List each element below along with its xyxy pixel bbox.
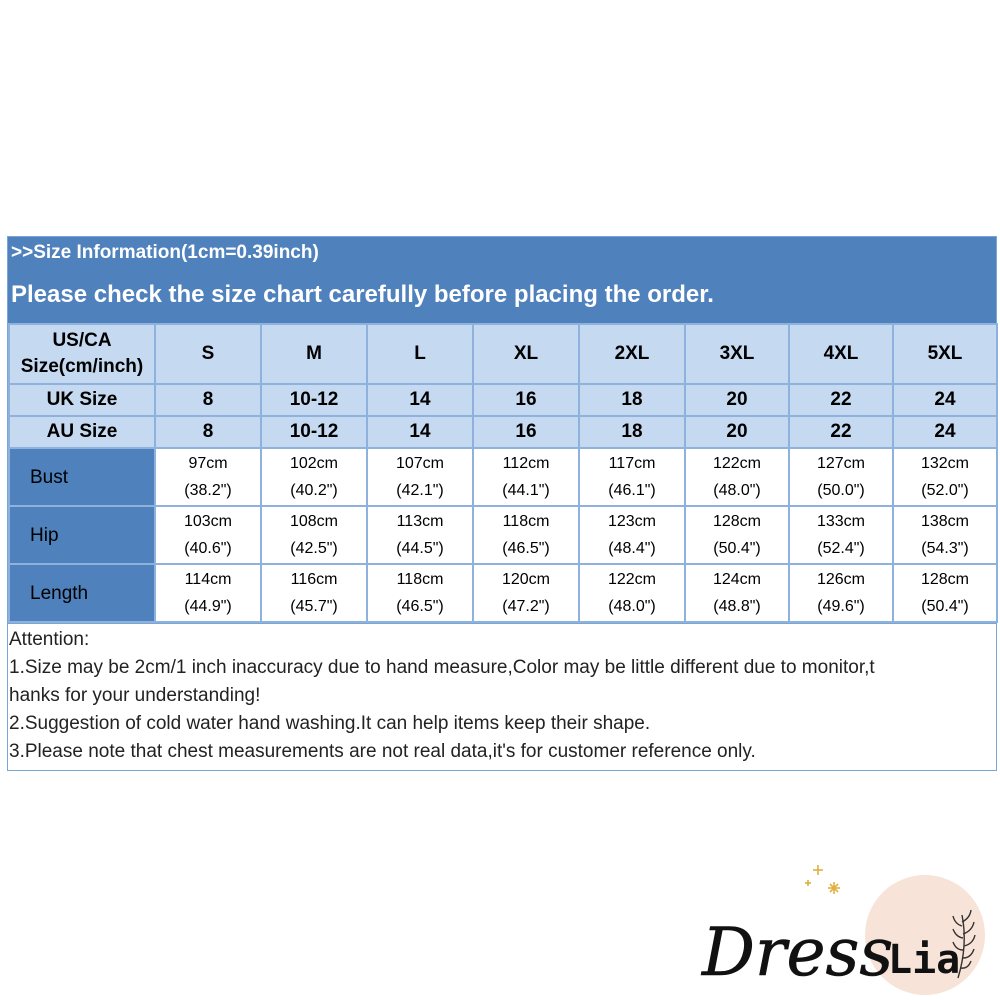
- measurement-inch: (44.9"): [184, 598, 232, 615]
- uk-size-cell: 8: [155, 384, 261, 416]
- measurement-cell: [473, 506, 579, 564]
- us-size-label-line: Size(cm/inch): [20, 356, 144, 377]
- size-info-notice: Please check the size chart carefully before placing the order.: [11, 281, 714, 308]
- measurement-inch: (38.2"): [184, 482, 232, 499]
- measurement-cm: 128cm: [712, 513, 762, 530]
- us-size-label: [9, 324, 155, 384]
- measurement-cell: [473, 564, 579, 622]
- measurement-cm: 132cm: [920, 455, 970, 472]
- measurement-cm: 124cm: [712, 571, 762, 588]
- measurement-inch: (46.1"): [608, 482, 656, 499]
- measurement-label: Length: [9, 564, 155, 622]
- measurement-cm: 118cm: [396, 571, 444, 588]
- measurement-cell: [789, 564, 893, 622]
- measurement-cell: [261, 506, 367, 564]
- attention-title: Attention:: [9, 629, 90, 650]
- measurement-inch: (48.0"): [713, 482, 761, 499]
- measurement-cell: [367, 506, 473, 564]
- uk-size-cell: 24: [893, 384, 997, 416]
- measurement-inch: (45.7"): [290, 598, 338, 615]
- measurement-inch: (46.5"): [502, 540, 550, 557]
- measurement-cell: [789, 506, 893, 564]
- dresslia-logo: [700, 860, 1000, 1000]
- measurement-inch: (42.5"): [290, 540, 338, 557]
- size-table: [8, 323, 998, 623]
- measurement-inch: (42.1"): [396, 482, 444, 499]
- measurement-cell: [367, 448, 473, 506]
- measurement-inch: (52.4"): [817, 540, 865, 557]
- logo-script-text: Dress: [702, 914, 894, 991]
- measurement-inch: (44.5"): [396, 540, 444, 557]
- size-info-title: >>Size Information(1cm=0.39inch): [11, 242, 319, 263]
- measurement-inch: (46.5"): [396, 598, 444, 615]
- measurement-cm: 127cm: [816, 455, 866, 472]
- measurement-inch: (40.6"): [184, 540, 232, 557]
- measurement-cell: [685, 564, 789, 622]
- au-size-cell: 24: [893, 416, 997, 448]
- measurement-row: [9, 448, 997, 506]
- measurement-inch: (48.8"): [713, 598, 761, 615]
- measurement-inch: (52.0"): [921, 482, 969, 499]
- measurement-cm: 122cm: [712, 455, 762, 472]
- uk-size-cell: 14: [367, 384, 473, 416]
- au-size-cell: 14: [367, 416, 473, 448]
- measurement-label: Bust: [9, 448, 155, 506]
- measurement-cell: [685, 506, 789, 564]
- au-size-cell: 16: [473, 416, 579, 448]
- measurement-cm: 122cm: [607, 571, 657, 588]
- size-header-cell: 5XL: [893, 324, 997, 384]
- measurement-inch: (50.0"): [817, 482, 865, 499]
- measurement-row: [9, 564, 997, 622]
- us-size-row: [9, 324, 997, 384]
- measurement-cm: 128cm: [920, 571, 970, 588]
- au-size-cell: 18: [579, 416, 685, 448]
- measurement-cm: 120cm: [501, 571, 551, 588]
- measurement-cm: 113cm: [396, 513, 444, 530]
- measurement-cm: 97cm: [188, 455, 228, 472]
- sparkle-icon: [805, 865, 840, 894]
- au-size-label: AU Size: [9, 416, 155, 448]
- uk-size-label: UK Size: [9, 384, 155, 416]
- measurement-cell: [685, 448, 789, 506]
- measurement-cell: [155, 564, 261, 622]
- measurement-cell: [579, 448, 685, 506]
- measurement-cell: [893, 448, 997, 506]
- measurement-inch: (50.4"): [921, 598, 969, 615]
- measurement-cell: [155, 448, 261, 506]
- attention-line-2: hanks for your understanding!: [9, 685, 261, 706]
- au-size-cell: 8: [155, 416, 261, 448]
- measurement-inch: (50.4"): [713, 540, 761, 557]
- size-header-cell: 2XL: [579, 324, 685, 384]
- size-header-cell: L: [367, 324, 473, 384]
- size-header-cell: 4XL: [789, 324, 893, 384]
- size-header-cell: S: [155, 324, 261, 384]
- measurement-cell: [579, 506, 685, 564]
- measurement-cell: [789, 448, 893, 506]
- measurement-cell: [261, 448, 367, 506]
- size-info-banner: [8, 237, 996, 323]
- measurement-cell: [893, 564, 997, 622]
- uk-size-cell: 16: [473, 384, 579, 416]
- measurement-cell: [473, 448, 579, 506]
- measurement-inch: (54.3"): [921, 540, 969, 557]
- measurement-cm: 114cm: [184, 571, 232, 588]
- measurement-inch: (48.0"): [608, 598, 656, 615]
- au-size-cell: 10-12: [261, 416, 367, 448]
- logo-block-text: Lia: [888, 937, 961, 983]
- uk-size-cell: 18: [579, 384, 685, 416]
- measurement-cell: [367, 564, 473, 622]
- uk-size-row: [9, 384, 997, 416]
- size-header-cell: M: [261, 324, 367, 384]
- measurement-cm: 123cm: [607, 513, 657, 530]
- measurement-inch: (49.6"): [817, 598, 865, 615]
- measurement-cell: [155, 506, 261, 564]
- measurement-cm: 118cm: [502, 513, 550, 530]
- au-size-cell: 20: [685, 416, 789, 448]
- measurement-cm: 108cm: [289, 513, 339, 530]
- measurement-cm: 117cm: [608, 455, 656, 472]
- measurement-cm: 138cm: [920, 513, 970, 530]
- uk-size-cell: 22: [789, 384, 893, 416]
- measurement-cm: 126cm: [816, 571, 866, 588]
- measurement-cm: 116cm: [290, 571, 338, 588]
- size-chart: [7, 236, 997, 771]
- measurement-cell: [893, 506, 997, 564]
- measurement-cm: 107cm: [395, 455, 445, 472]
- au-size-cell: 22: [789, 416, 893, 448]
- attention-line-3: 2.Suggestion of cold water hand washing.It can help items keep their shape.: [9, 713, 651, 734]
- attention-line-4: 3.Please note that chest measurements are not real data,it's for customer reference only.: [9, 741, 756, 762]
- measurement-cm: 102cm: [289, 455, 339, 472]
- measurement-inch: (40.2"): [290, 482, 338, 499]
- measurement-row: [9, 506, 997, 564]
- au-size-row: [9, 416, 997, 448]
- measurement-inch: (44.1"): [502, 482, 550, 499]
- measurement-inch: (47.2"): [502, 598, 550, 615]
- attention-notes: [8, 623, 996, 770]
- measurement-inch: (48.4"): [608, 540, 656, 557]
- size-header-cell: XL: [473, 324, 579, 384]
- measurement-cell: [261, 564, 367, 622]
- us-size-label-line: US/CA: [52, 330, 112, 351]
- attention-line-1: 1.Size may be 2cm/1 inch inaccuracy due to hand measure,Color may be little different due to monitor,t: [9, 657, 875, 678]
- uk-size-cell: 20: [685, 384, 789, 416]
- measurement-cm: 133cm: [816, 513, 866, 530]
- measurement-label: Hip: [9, 506, 155, 564]
- measurement-cm: 103cm: [183, 513, 233, 530]
- size-header-cell: 3XL: [685, 324, 789, 384]
- measurement-cell: [579, 564, 685, 622]
- measurement-cm: 112cm: [502, 455, 550, 472]
- uk-size-cell: 10-12: [261, 384, 367, 416]
